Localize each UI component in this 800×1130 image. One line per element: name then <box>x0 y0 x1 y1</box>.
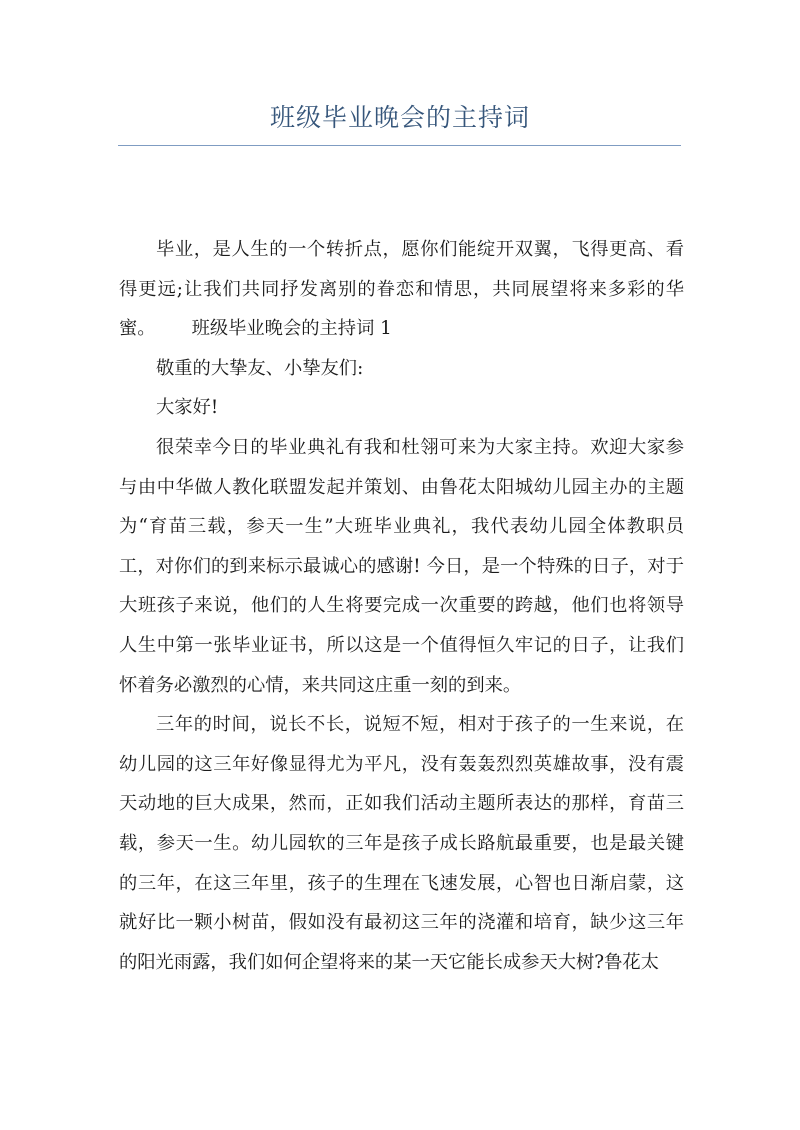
document-title: 班级毕业晚会的主持词 <box>269 103 530 132</box>
intro-text: 毕业，是人生的一个转折点，愿你们能绽开双翼，飞得更高、看得更远;让我们共同抒发离别的眷恋和情思，共同展望将来多彩的华蜜。 <box>119 239 684 340</box>
inline-section-heading: 班级毕业晚会的主持词 1 <box>191 318 392 340</box>
title-underline <box>118 145 681 146</box>
hello-line: 大家好! <box>156 397 219 419</box>
body-paragraph-1: 很荣幸今日的毕业典礼有我和杜翎可来为大家主持。欢迎大家参与由中华做人教化联盟发起并策划、由鲁花太阳城幼儿园主办的主题为“育苗三载，参天一生”大班毕业典礼，我代表幼儿园全体教职员工，对你们的到来标示最诚心的感谢! 今日，是一个特殊的日子，对于大班孩子来说，他们的人生将要完成一次重要的跨越，他们也将领导人生中第一张毕业证书，所以这是一个值得恒久牢记的日子，让我们怀着务必激烈的心情，来共同这庄重一刻的到来。 <box>119 436 684 696</box>
body-paragraph-2: 三年的时间，说长不长，说短不短，相对于孩子的一生来说，在幼儿园的这三年好像显得尤为平凡，没有轰轰烈烈英雄故事，没有震天动地的巨大成果，然而，正如我们活动主题所表达的那样，育苗三载，参天一生。幼儿园软的三年是孩子成长路航最重要，也是最关键的三年，在这三年里，孩子的生理在飞速发展，心智也日渐启蒙，这就好比一颗小树苗，假如没有最初这三年的浇灌和培育，缺少这三年的阳光雨露，我们如何企望将来的某一天它能长成参天大树?鲁花太 <box>119 714 684 973</box>
document-body <box>119 230 684 982</box>
greeting-line: 敬重的大挚友、小挚友们: <box>156 357 364 379</box>
intro-paragraph <box>119 230 684 349</box>
